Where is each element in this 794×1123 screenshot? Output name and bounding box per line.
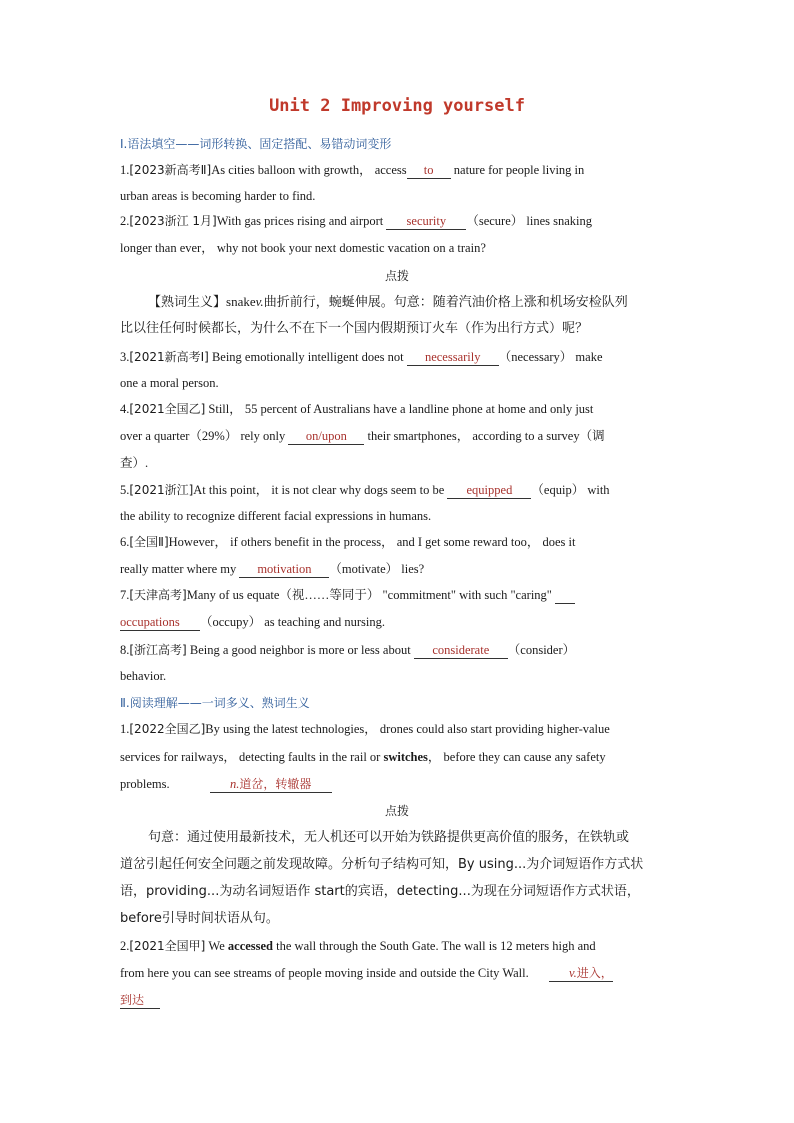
question-5-line-1: 5.[2021浙江]At this point， it is not clear why dogs seem to be equipped （equip） with [120, 483, 610, 497]
reading-2-line-1: 2.[2021全国甲] We accessed the wall through the South Gate. The wall is 12 meters high and [120, 939, 596, 953]
answer-blank-start: v.进入， [549, 966, 613, 982]
question-6-line-1: 6.[全国Ⅱ]However， if others benefit in the process， and I get some reward too， does it [120, 535, 576, 549]
page-title: Unit 2 Improving yourself [269, 96, 525, 116]
reading-2-line-3 [120, 992, 680, 1009]
section-heading-grammar: Ⅰ.语法填空——词形转换、固定搭配、易错动词变形 [120, 137, 392, 151]
answer-blank: to [407, 163, 451, 179]
tip-2-line-3: 语，providing...为动名词短语作 start的宾语，detecting...为现在分词短语作方式状语， [120, 884, 640, 899]
tip-1-line-1: 【熟词生义】snakev.曲折前行，蜿蜒伸展。句意：随着汽油价格上涨和机场安检队列 [148, 294, 628, 310]
answer-blank: equipped [447, 483, 531, 499]
question-number: 1. [120, 163, 130, 177]
question-7-line-2: occupations （occupy） as teaching and nursing. [120, 615, 386, 629]
question-8-line-1: 8.[浙江高考] Being a good neighbor is more or less about considerate （consider） [120, 643, 576, 657]
reading-1-line-1: 1.[2022全国乙]By using the latest technologies， drones could also start providing higher-value [120, 722, 610, 736]
answer-blank: n.道岔，转辙器 [210, 777, 332, 793]
reading-1-line-2: services for railways， detecting faults in the rail or switches， before they can cause any safety [120, 750, 606, 764]
question-number: 2. [120, 214, 130, 228]
tip-1-line-2: 比以往任何时候都长，为什么不在下一个国内假期预订火车（作为出行方式）呢？ [120, 321, 589, 336]
question-text: nature for people living in [453, 163, 585, 177]
answer-blank: considerate [414, 643, 508, 659]
answer-blank: necessarily [407, 350, 499, 366]
question-1-line-1 [120, 162, 680, 179]
tip-2-line-1: 句意：通过使用最新技术，无人机还可以开始为铁路提供更高价值的服务，在铁轨或 [148, 830, 630, 845]
answer-blank: occupations [120, 615, 200, 631]
question-2-line-1 [120, 213, 680, 230]
question-3-line-2: one a moral person. [120, 376, 219, 390]
question-3-line-1: 3.[2021新高考Ⅰ] Being emotionally intelligent does not necessarily （necessary） make [120, 350, 603, 364]
question-source: [2023浙江 1月] [129, 214, 217, 228]
question-8-line-2: behavior. [120, 669, 167, 683]
tip-label: 点拨 [384, 269, 409, 283]
question-5-line-2: the ability to recognize different facial expressions in humans. [120, 509, 432, 523]
question-2-line-2: longer than ever， why not book your next domestic vacation on a train? [120, 241, 486, 255]
tip-2-line-4: before引导时间状语从句。 [120, 911, 279, 926]
section-heading-reading: Ⅱ.阅读理解——一词多义、熟词生义 [120, 696, 310, 710]
question-1-line-2: urban areas is becoming harder to find. [120, 189, 316, 203]
question-4-line-3: 查）. [120, 456, 149, 470]
answer-blank: security [386, 214, 466, 230]
answer-blank-start [555, 588, 575, 604]
question-text: As cities balloon with growth， access [211, 163, 407, 177]
reading-1-line-3: problems. n.道岔，转辙器 [120, 776, 680, 793]
question-text: With gas prices rising and airport [216, 214, 384, 228]
answer-blank: motivation [239, 562, 329, 578]
reading-2-line-2: from here you can see streams of people moving inside and outside the City Wall. v.进入， [120, 966, 613, 980]
tip-label: 点拨 [384, 804, 409, 818]
question-4-line-1: 4.[2021全国乙] Still， 55 percent of Australians have a landline phone at home and only just [120, 402, 594, 416]
question-7-line-1: 7.[天津高考]Many of us equate（视……等同于） "commitment" with such "caring" [120, 587, 680, 604]
question-hint: （secure） lines snaking [466, 214, 592, 228]
answer-blank: 到达 [120, 993, 160, 1009]
answer-blank: on/upon [288, 429, 364, 445]
tip-2-line-2: 道岔引起任何安全问题之前发现故障。分析句子结构可知，By using...为介词短语作方式状 [120, 857, 644, 872]
question-6-line-2: really matter where my motivation （motivate） lies? [120, 562, 425, 576]
question-4-line-2: over a quarter（29%） rely only on/upon their smartphones， according to a survey（调 [120, 429, 605, 443]
question-source: [2023新高考Ⅱ] [129, 163, 212, 177]
